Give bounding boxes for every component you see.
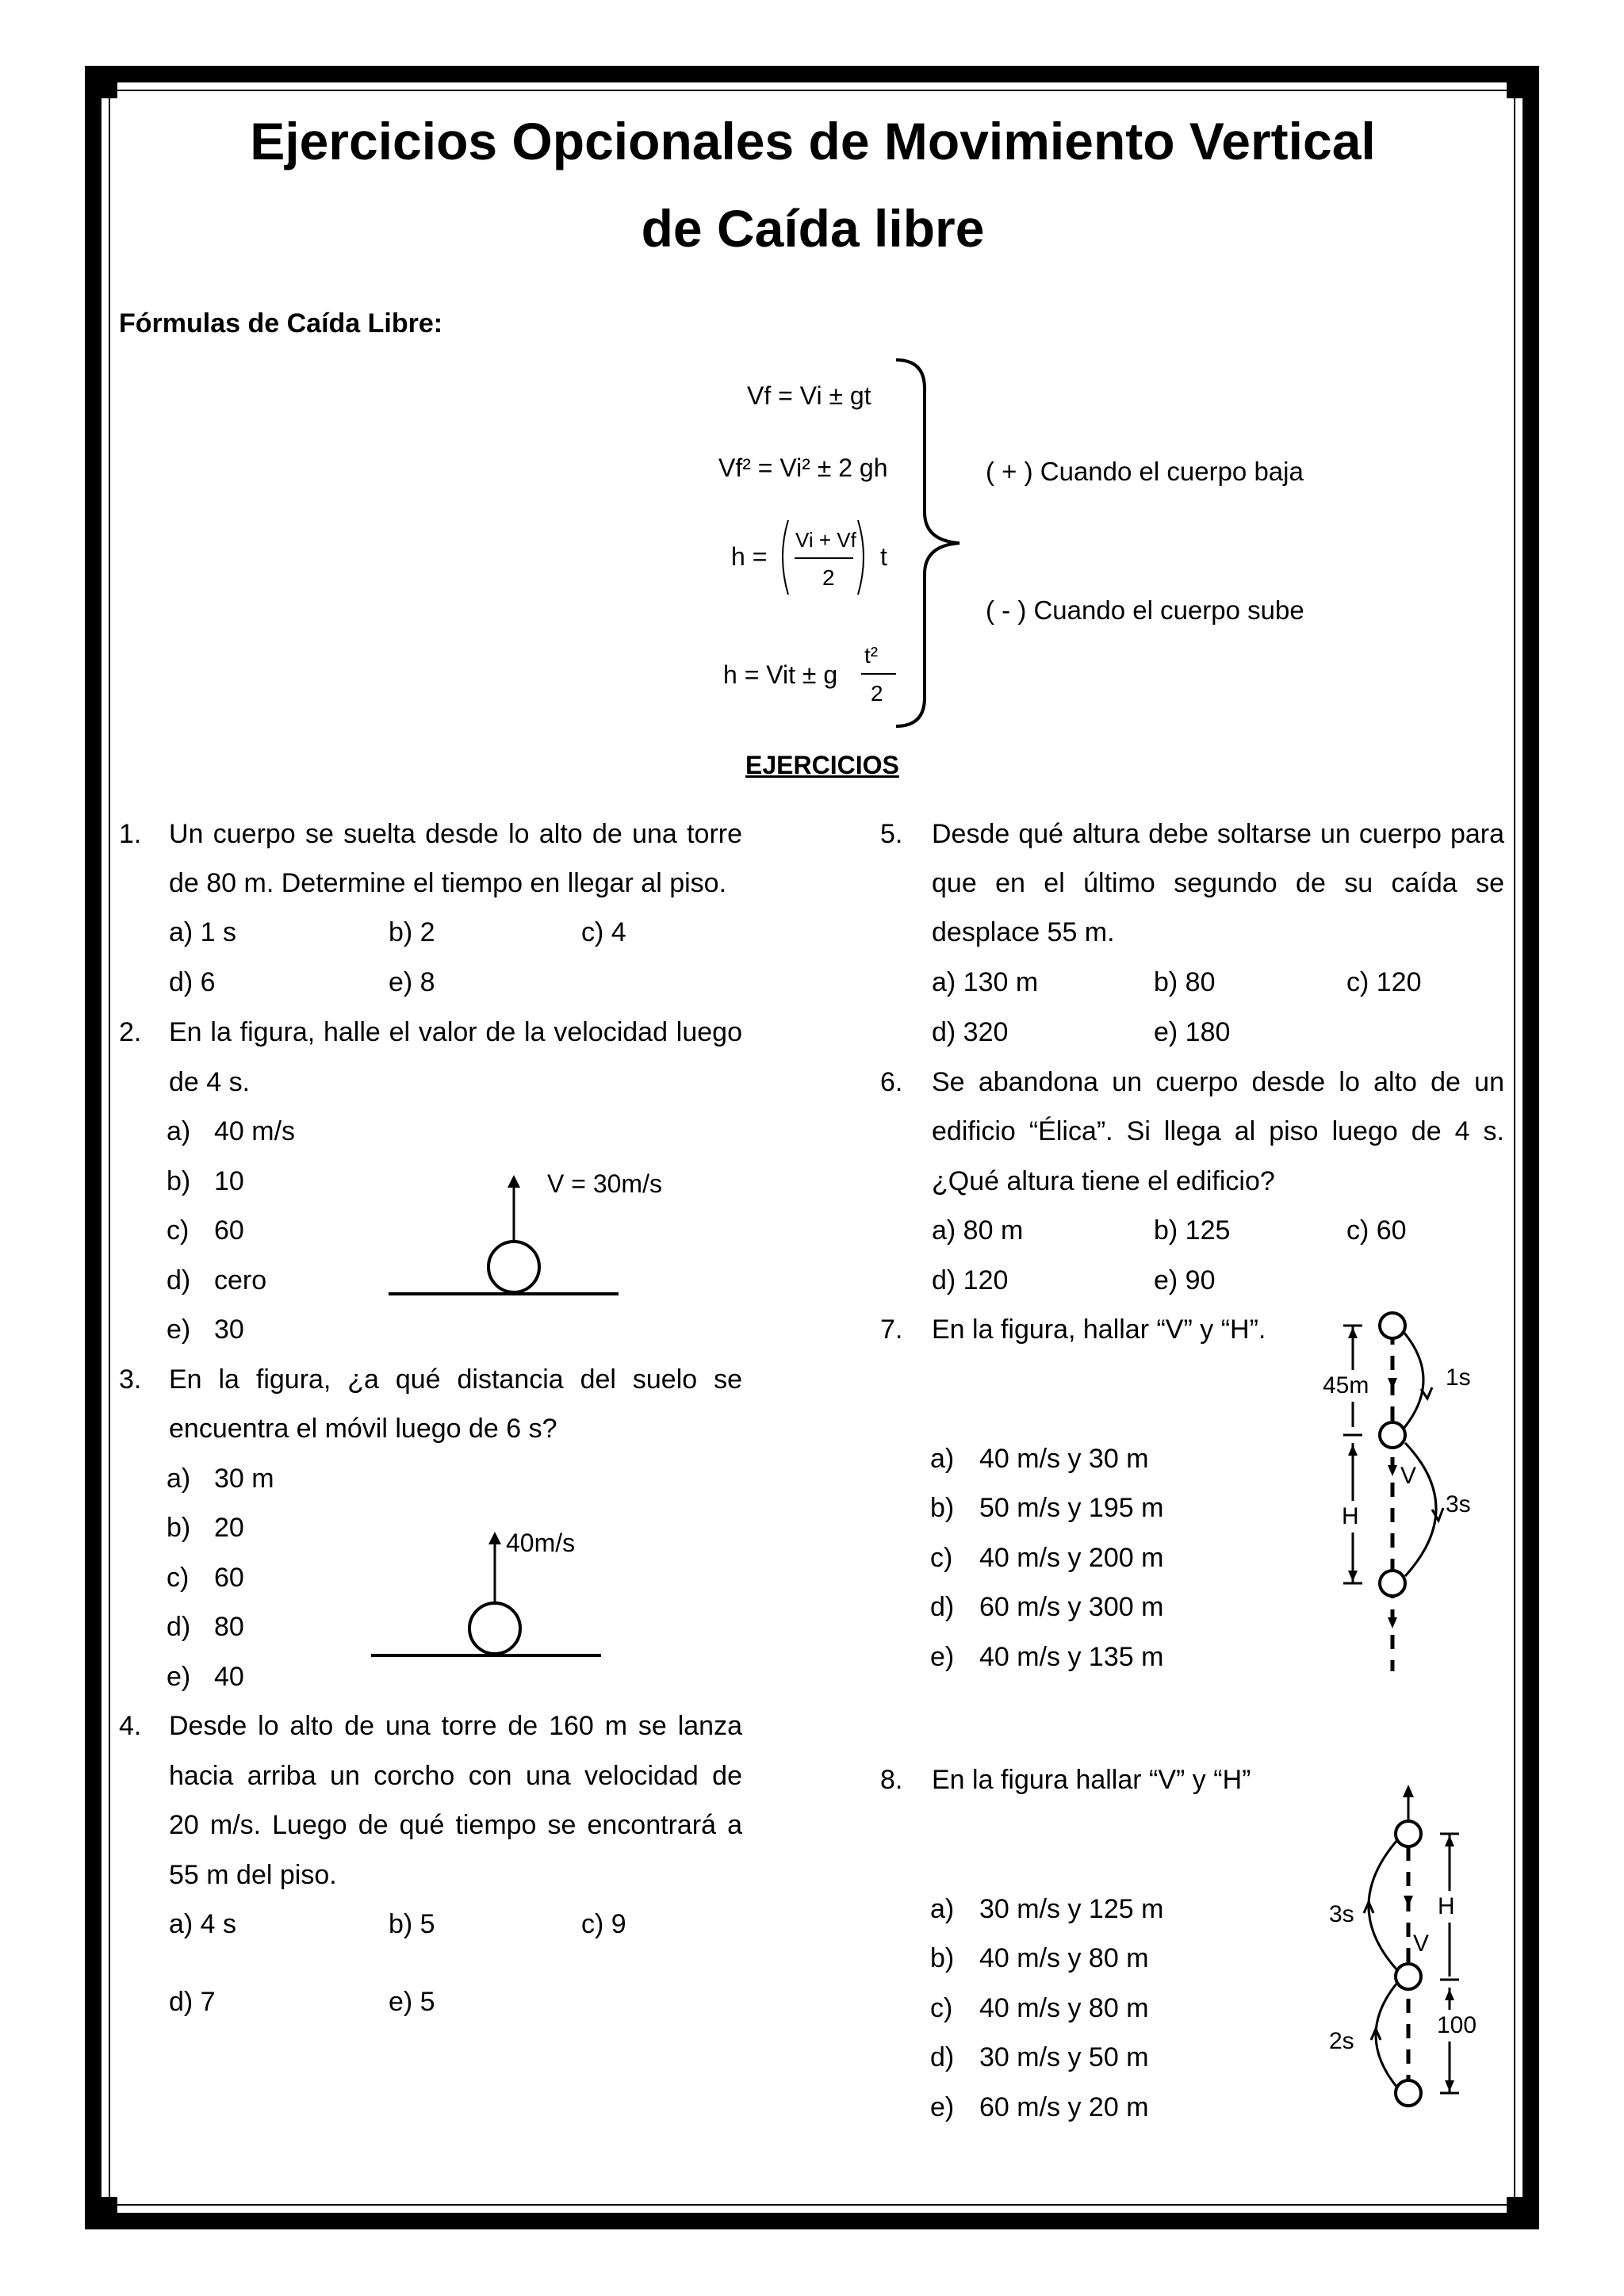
exercise-1-text: de 80 m. Determine el tiempo en llegar al piso. [169,868,727,898]
exercise-5-option: a) 130 m [932,967,1039,997]
exercise-6-option: a) 80 m [932,1215,1024,1246]
exercise-2-velocity-label: V = 30m/s [547,1169,662,1198]
formula-velocity-text: Vf = Vi ± gt [747,381,871,410]
formula-height-numerator: t² [864,643,879,668]
exercise-7-velocity-label: V [1400,1463,1417,1489]
exercise-7-option-letter: d) [930,1592,955,1622]
formula-height-left: h = Vit ± g [723,660,838,689]
exercise-2-option-letter: b) [167,1166,191,1196]
exercise-4-option: c) 9 [581,1909,626,1939]
exercise-8-text: En la figura hallar “V” y “H” [932,1765,1251,1795]
formula-height-avg-numerator: Vi + Vf [795,528,856,552]
formula-velocity-squared-text: Vf² = Vi² ± 2 gh [718,453,888,482]
formula-height-avg-left: h = [731,542,768,571]
exercise-1-option: a) 1 s [169,917,237,947]
exercise-2-option: 30 [214,1314,244,1345]
exercise-8-option-letter: e) [930,2092,955,2122]
exercise-4-number: 4. [119,1711,142,1741]
exercise-2-option: cero [214,1265,267,1295]
exercise-7-option: 40 m/s y 30 m [979,1444,1149,1474]
exercise-3-number: 3. [119,1364,142,1395]
exercise-2-option: 40 m/s [214,1116,296,1146]
exercise-8-time-1-label: 3s [1329,1901,1354,1927]
exercise-2-text: de 4 s. [169,1067,251,1097]
minus-sign-note: ( - ) Cuando el cuerpo sube [986,595,1304,625]
exercise-8-option-letter: d) [930,2042,955,2072]
exercise-5-option: b) 80 [1154,967,1216,997]
exercise-5-number: 5. [880,819,903,849]
exercise-7-text: En la figura, hallar “V” y “H”. [932,1314,1266,1345]
exercise-4-option: e) 5 [389,1987,435,2017]
exercise-3-velocity-label: 40m/s [506,1529,576,1557]
exercise-7-time-1-label: 1s [1446,1364,1471,1391]
exercise-5-option: e) 180 [1154,1017,1231,1047]
exercise-8-figure [1316,1780,1499,2129]
exercise-4-text: hacia arriba un corcho con una velocidad de [169,1761,742,1791]
exercise-7-distance-label: 45m [1323,1370,1369,1402]
exercise-3-text: En la figura, ¿a qué distancia del suelo se [169,1364,742,1395]
exercise-1-option: b) 2 [389,917,435,947]
exercise-2-option: 10 [214,1166,244,1196]
exercise-5-text: desplace 55 m. [932,917,1115,947]
exercise-6-text: edificio “Élica”. Si llega al piso luego de 4 s. [932,1116,1504,1146]
exercise-8-time-2-label: 2s [1329,2028,1354,2054]
exercise-7-time-2-label: 3s [1446,1491,1471,1517]
exercise-2-text: En la figura, halle el valor de la velocidad luego [169,1017,742,1047]
exercise-6-number: 6. [880,1067,903,1097]
formula-velocity-squared [718,453,888,483]
exercise-6-option: c) 60 [1346,1215,1407,1246]
exercise-7-option-letter: c) [930,1543,953,1573]
exercise-3-text: encuentra el móvil luego de 6 s? [169,1414,557,1444]
exercise-7-option-letter: b) [930,1493,955,1523]
exercise-3-option: 80 [214,1612,244,1642]
exercise-2-number: 2. [119,1017,142,1047]
exercise-7-option-letter: a) [930,1444,955,1474]
exercise-3-option-letter: b) [167,1513,191,1543]
exercise-7-option: 40 m/s y 200 m [979,1543,1164,1573]
exercise-3-option-letter: e) [167,1662,191,1692]
exercise-2-option: 60 [214,1215,244,1246]
exercise-6-text: Se abandona un cuerpo desde lo alto de un [932,1067,1504,1097]
page-title-line-2: de Caída libre [641,199,985,258]
exercise-1-option: d) 6 [169,967,216,997]
exercise-1-text: Un cuerpo se suelta desde lo alto de una torre [169,819,742,849]
exercise-8-option: 30 m/s y 50 m [979,2042,1149,2072]
exercise-7-height-label: H [1342,1501,1359,1533]
exercise-8-option: 40 m/s y 80 m [979,1943,1149,1973]
formula-height-avg-right: t [880,542,887,571]
exercise-6-option: d) 120 [932,1265,1009,1295]
exercise-4-text: Desde lo alto de una torre de 160 m se lanza [169,1711,742,1741]
exercise-2-option-letter: c) [167,1215,190,1246]
exercise-8-option-letter: c) [930,1993,953,2023]
exercise-3-option-letter: c) [167,1563,190,1593]
exercise-2-option-letter: d) [167,1265,191,1295]
exercise-3-figure [363,1522,617,1665]
exercise-1-option: e) 8 [389,967,435,997]
exercise-8-option: 60 m/s y 20 m [979,2092,1149,2122]
exercise-8-number: 8. [880,1765,903,1795]
exercise-8-option: 30 m/s y 125 m [979,1894,1164,1924]
exercise-1-number: 1. [119,819,142,849]
exercise-4-text: 55 m del piso. [169,1860,337,1890]
exercise-7-option: 50 m/s y 195 m [979,1493,1164,1523]
formula-height-denominator: 2 [871,681,883,706]
exercise-6-option: e) 90 [1154,1265,1216,1295]
plus-sign-note: ( + ) Cuando el cuerpo baja [986,457,1304,486]
exercise-7-option-letter: e) [930,1642,955,1672]
formula-height-avg-denominator: 2 [822,565,835,590]
exercise-5-text: que en el último segundo de su caída se [932,868,1504,898]
exercise-3-option: 20 [214,1513,244,1543]
exercise-8-option: 40 m/s y 80 m [979,1993,1149,2023]
exercise-2-option-letter: a) [167,1116,191,1146]
exercise-3-option: 30 m [214,1464,274,1494]
exercise-2-option-letter: e) [167,1314,191,1345]
exercise-8-height-label: H [1438,1891,1455,1923]
exercise-3-option: 60 [214,1563,244,1593]
exercise-3-option-letter: d) [167,1612,191,1642]
exercise-3-option: 40 [214,1662,244,1692]
page-title-line-1: Ejercicios Opcionales de Movimiento Vertical [250,112,1376,170]
exercise-5-text: Desde qué altura debe soltarse un cuerpo para [932,819,1504,849]
exercise-7-number: 7. [880,1314,903,1345]
exercise-8-velocity-label: V [1413,1931,1430,1957]
exercises-heading: EJERCICIOS [745,751,899,779]
exercise-7-option: 60 m/s y 300 m [979,1592,1164,1622]
exercise-8-option-letter: b) [930,1943,955,1973]
formulas-heading: Fórmulas de Caída Libre: [119,308,443,339]
exercise-8-option-letter: a) [930,1894,955,1924]
exercise-5-option: c) 120 [1346,967,1422,997]
formula-velocity [747,381,871,411]
exercise-4-text: 20 m/s. Luego de qué tiempo se encontrará a [169,1810,742,1840]
exercise-3-option-letter: a) [167,1464,191,1494]
exercise-6-option: b) 125 [1154,1215,1231,1246]
exercise-8-distance-label: 100 [1437,2010,1477,2042]
exercise-4-option: a) 4 s [169,1909,237,1939]
exercise-4-option: b) 5 [389,1909,435,1939]
exercise-6-text: ¿Qué altura tiene el edificio? [932,1166,1275,1196]
exercise-4-option: d) 7 [169,1987,216,2017]
exercise-7-option: 40 m/s y 135 m [979,1642,1164,1672]
formula-brace [888,357,967,729]
exercise-1-option: c) 4 [581,917,626,947]
exercise-5-option: d) 320 [932,1017,1009,1047]
